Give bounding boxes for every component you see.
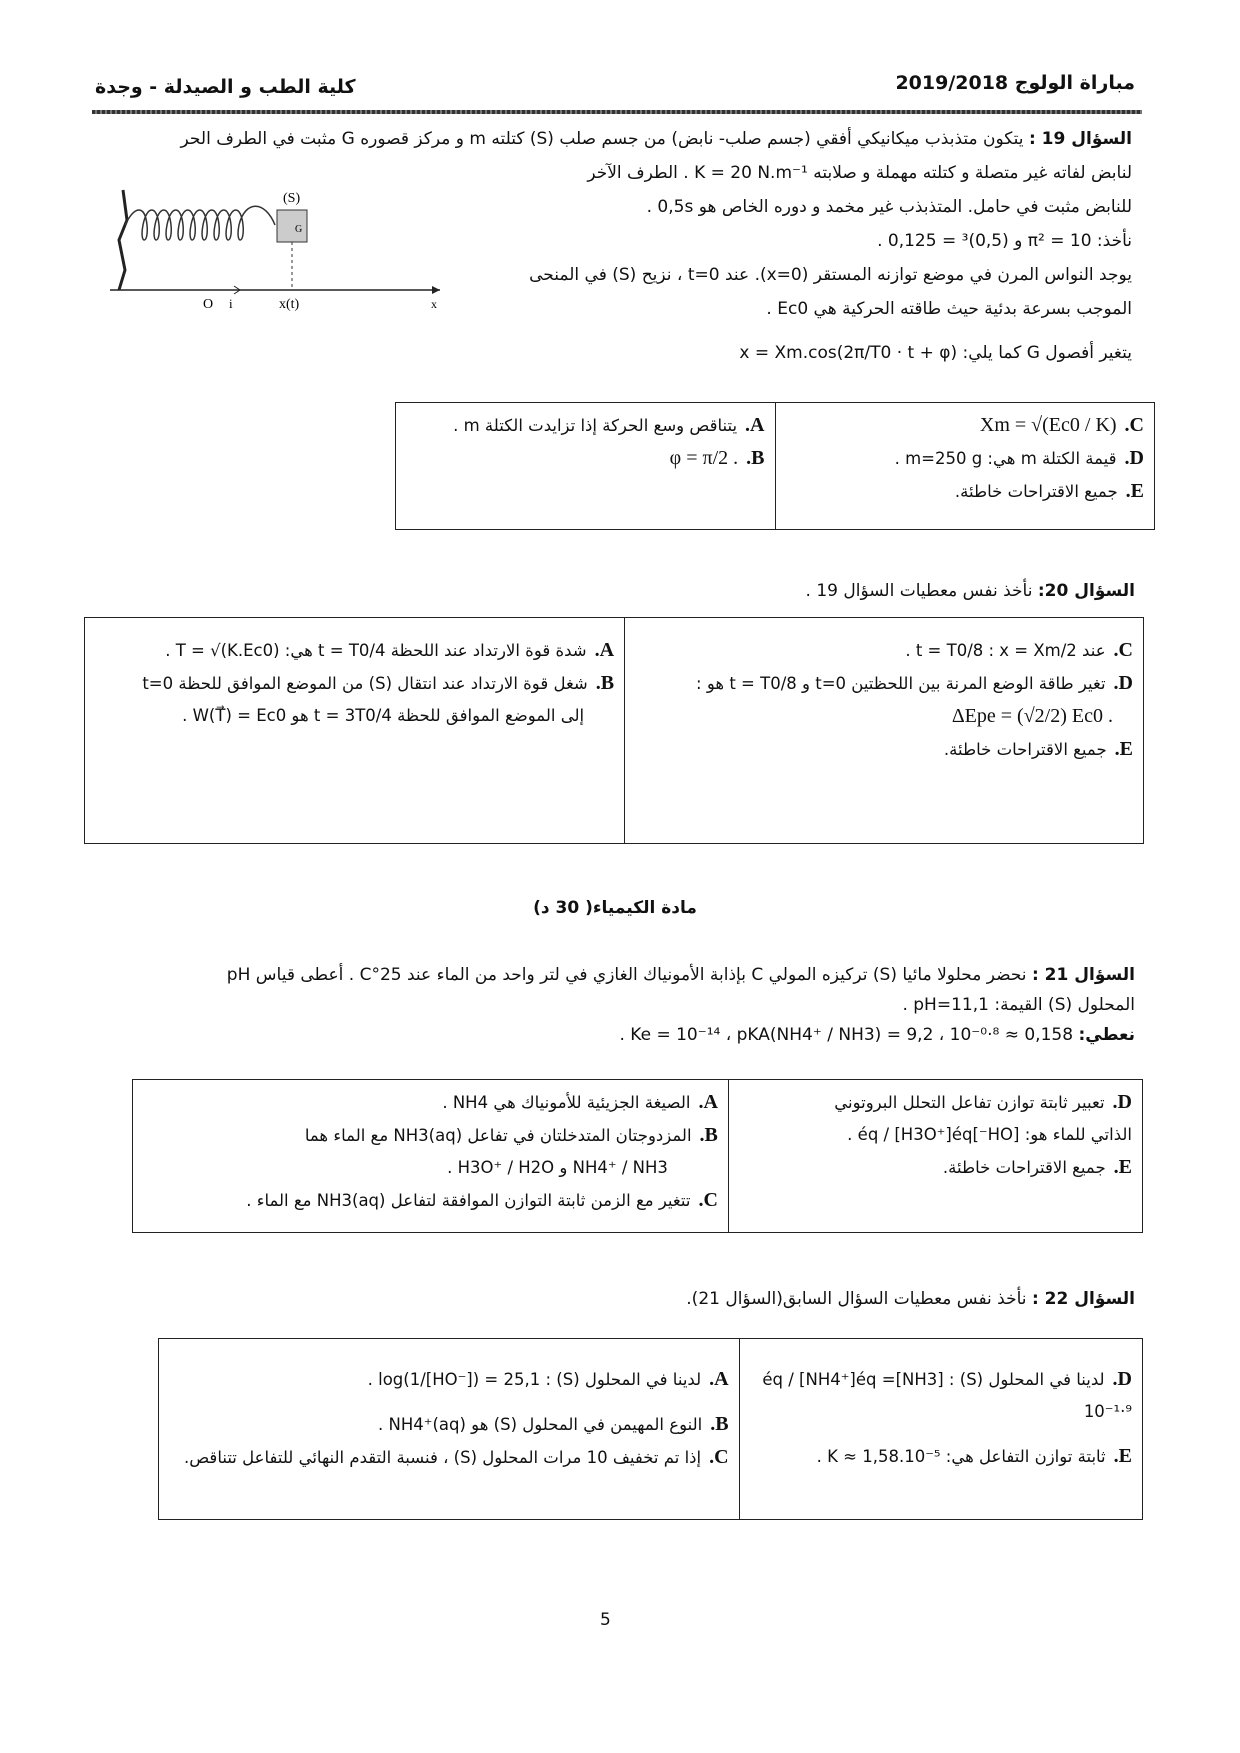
- axis-label: x: [431, 297, 437, 311]
- q21-line: المحلول (S) القيمة: pH=11,1 .: [902, 995, 1135, 1015]
- q22-statement: [686, 1282, 1135, 1316]
- q21-option-B[interactable]: B.المزدوجتان المتدخلتان في تفاعل NH3(aq) مع الماء هما NH4⁺ / NH3 و H3O⁺ / H2O .: [304, 1124, 718, 1177]
- q21-options-table: [132, 1079, 1143, 1233]
- q20-option-A[interactable]: A.شدة قوة الارتداد عند اللحظة t = T0/4 هي: T = √(K.Ec0) .: [165, 639, 615, 661]
- q21-option-D[interactable]: D.تعبير ثابتة توازن تفاعل التحلل البروتوني الذاتي للماء هو: [HO⁻]éq / [H3O⁺]éq .: [834, 1091, 1132, 1144]
- q22-option-A[interactable]: A.لدينا في المحلول (S) : log(1/[HO⁻]) = 25,1 .: [367, 1368, 729, 1390]
- q22-options-table: [158, 1338, 1143, 1520]
- q19-option-D[interactable]: D.قيمة الكتلة m هي: m=250 g .: [894, 447, 1144, 469]
- q20-statement: [806, 574, 1135, 608]
- q20-options-left: [625, 618, 1144, 844]
- q22-option-B[interactable]: B.النوع المهيمن في المحلول (S) هو NH4⁺(aq) .: [378, 1413, 729, 1435]
- origin-label: O: [203, 297, 214, 312]
- position-label: x(t): [279, 297, 300, 312]
- q20-text: نأخذ نفس معطيات السؤال 19 .: [805, 581, 1033, 601]
- q19-option-A[interactable]: A.يتناقص وسع الحركة إذا تزايدت الكتلة m .: [453, 414, 765, 436]
- q22-text: نأخذ نفس معطيات السؤال السابق(السؤال 21).: [686, 1289, 1027, 1309]
- header-exam-title: مباراة الولوج 2019/2018: [895, 72, 1135, 94]
- q20-options-table: [84, 617, 1144, 844]
- q21-line: نحضر محلولا مائيا (S) تركيزه المولي C بإذابة الأمونياك الغازي في لتر واحد من الماء عند 25°C . أعطى قياس pH: [226, 965, 1027, 985]
- q20-options-right: [85, 618, 625, 844]
- q19-label: السؤال 19 :: [1028, 129, 1132, 149]
- header-faculty: كلية الطب و الصيدلة - وجدة: [95, 76, 356, 98]
- q22-label: السؤال 22 :: [1031, 1289, 1135, 1309]
- q19-line: الموجب بسرعة بدئية حيث طاقته الحركية هي Ec0 .: [766, 299, 1132, 319]
- chemistry-section-title: مادة الكيمياء( 30 د): [533, 898, 697, 918]
- q21-option-C[interactable]: C.تتغير مع الزمن ثابتة التوازن الموافقة لتفاعل NH3(aq) مع الماء .: [246, 1189, 718, 1211]
- q21-option-E[interactable]: E.جميع الاقتراحات خاطئة.: [942, 1156, 1132, 1178]
- q19-statement: [82, 122, 1132, 156]
- q22-option-E[interactable]: E.ثابتة توازن التفاعل هي: K ≈ 1,58.10⁻⁵ .: [816, 1445, 1132, 1467]
- q20-option-B[interactable]: B.شغل قوة الارتداد عند انتقال (S) من الموضع الموافق للحظة t=0 إلى الموضع الموافق للحظة t = 3T0/4 هو W(T⃗) = Ec0 .: [142, 672, 615, 725]
- q22-options-right: [159, 1339, 740, 1520]
- q19-line: لنابض لفاته غير متصلة و كتلته مهملة و صلابته K = 20 N.m⁻¹ . الطرف الآخر: [587, 163, 1132, 183]
- q19-option-B[interactable]: B.φ = π/2 .: [669, 447, 765, 469]
- q21-option-A[interactable]: A.الصيغة الجزيئية للأمونياك هي NH4 .: [442, 1091, 718, 1113]
- q19-options-table: [395, 402, 1155, 530]
- q19-option-E[interactable]: E.جميع الاقتراحات خاطئة.: [954, 480, 1144, 502]
- spring-mass-diagram: [105, 180, 465, 320]
- q21-label: السؤال 21 :: [1031, 965, 1135, 985]
- q20-option-C[interactable]: C.عند t = T0/8 : x = Xm/2 .: [905, 639, 1133, 661]
- q19-equation: يتغير أفصول G كما يلي: x = Xm.cos(2π/T0 · t + φ): [739, 343, 1132, 363]
- page-number: 5: [600, 1610, 611, 1630]
- q21-given: Ke = 10⁻¹⁴ ، pKA(NH4⁺ / NH3) = 9,2 ، 10⁻⁰·⁸ ≈ 0,158 .: [619, 1025, 1074, 1045]
- body-label: (S): [283, 191, 301, 206]
- spring-icon: [125, 206, 275, 240]
- q21-statement: [85, 958, 1135, 1052]
- q19-line: يتكون متذبذب ميكانيكي أفقي (جسم صلب- نابض) من جسم صلب (S) كتلته m و مركز قصوره G مثبت في الطرف الحر: [180, 129, 1024, 149]
- q19-line: للنابض مثبت في حامل. المتذبذب غير مخمد و دوره الخاص هو 0,5s .: [646, 197, 1132, 217]
- q20-option-D[interactable]: D.تغير طاقة الوضع المرنة بين اللحظتين t=0 و t = T0/8 هو : ΔEpe = (√2/2) Ec0 .: [696, 672, 1133, 727]
- center-label: G: [295, 224, 303, 235]
- q19-options-right: [396, 403, 776, 530]
- wall-support: [119, 190, 127, 290]
- q22-options-left: [739, 1339, 1142, 1520]
- solid-body-S: [277, 210, 307, 242]
- q20-label: السؤال 20:: [1037, 581, 1135, 601]
- q19-options-left: [775, 403, 1155, 530]
- q21-options-right: [133, 1080, 729, 1233]
- q20-option-E[interactable]: E.جميع الاقتراحات خاطئة.: [943, 738, 1133, 760]
- q22-option-C[interactable]: C.إذا تم تخفيف 10 مرات المحلول (S) ، فنسبة التقدم النهائي للتفاعل تتناقص.: [183, 1446, 729, 1468]
- q19-line: يوجد النواس المرن في موضع توازنه المستقر (x=0). عند t=0 ، نزيح (S) في المنحى: [529, 265, 1132, 285]
- q22-option-D[interactable]: D.لدينا في المحلول (S) : [NH3]éq / [NH4⁺]éq = 10⁻¹·⁹: [762, 1368, 1132, 1421]
- header-divider: [92, 110, 1142, 114]
- q19-statement-cont: [492, 156, 1132, 370]
- q19-option-C[interactable]: C.Xm = √(Ec0 / K): [979, 414, 1144, 436]
- unit-vector-label: i: [229, 296, 233, 311]
- q21-options-left: [728, 1080, 1142, 1233]
- q19-line: نأخذ: π² = 10 و (0,5)³ = 0,125 .: [877, 231, 1132, 251]
- q21-given-label: نعطي:: [1078, 1025, 1135, 1045]
